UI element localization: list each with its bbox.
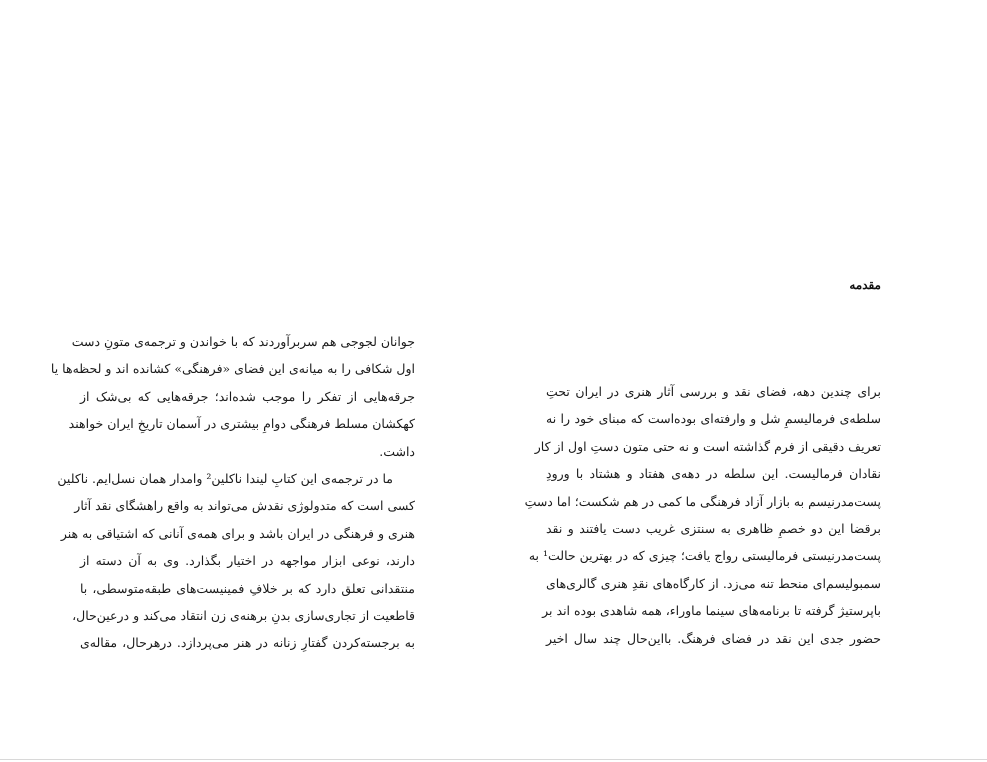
text-line: جوانان لجوجی هم سربرآوردند که با خواندن و ترجمه‌ی متونِ دست — [71, 334, 415, 349]
text-line: داشت. — [379, 443, 415, 459]
left-page-paragraph-2 — [57, 465, 415, 657]
text-line: تعریف دقیقی از فرم گذاشته است و نه حتی متون دستِ اول از کار — [534, 438, 881, 454]
text-line: برای چندین دهه، فضای نقد و بررسی آثار هنری در ایران تحتِ — [546, 384, 881, 399]
text-line: هنری و فرهنگی در ایران باشد و برای همه‌ی آنانی که اشتیاقی به هنر — [60, 525, 415, 541]
text-line: قاطعیت از تجاری‌سازی بدنِ برهنه‌ی زن انتقاد می‌کند و درعین‌حال، — [72, 607, 415, 623]
text-line: برقضا این دو خصمِ ظاهری به سنتزی غریب دست یافتند و نقد — [546, 520, 881, 536]
text-line: ما در ترجمه‌ی این کتابِ لیندا ناکلین² وامدار همان نسل‌ایم. ناکلین — [57, 470, 393, 486]
text-line: اول شکافی را به میانه‌ی این فضای «فرهنگی» کشانده اند و لحظه‌ها یا — [50, 361, 415, 377]
page-bottom-edge — [0, 759, 987, 760]
text-line: به برجسته‌کردن گفتارِ زنانه در هنر می‌پردازد. درهرحال، مقاله‌ی — [80, 635, 415, 651]
right-page — [524, 278, 881, 652]
text-line: نقادان فرمالیست. این سلطه در دهه‌ی هفتاد و هشتاد با ورودِ — [546, 466, 881, 482]
left-page — [50, 328, 415, 657]
text-line: جرقه‌هایی از تفکر را موجب شده‌اند؛ جرقه‌هایی که بی‌شک از — [80, 388, 415, 404]
text-line: حضور جدی این نقد در فضای فرهنگ. بااین‌حال چند سال اخیر — [546, 630, 881, 646]
text-line: کسی است که متدولوژی نقدش می‌تواند به واقع راهشگای نقد آثار — [74, 498, 415, 514]
text-line: باپرستیژ گرفته تا برنامه‌های سینما ماوراء، همه شاهدی بوده اند بر — [542, 603, 881, 619]
text-line: سمبولیسم‌ای منحط تنه می‌زد. از کارگاه‌های نقدِ هنری گالری‌های — [546, 575, 881, 591]
text-line: کهکشان مسلط فرهنگی دوامِ بیشتری در آسمان تاریخِ ایران خواهند — [68, 416, 415, 432]
text-line: پست‌مدرنیستی فرمالیستی رواج یافت؛ چیزی که در بهترین حالت¹ به — [528, 548, 881, 564]
text-line: دارند، نوعی ابزار مواجهه در اختیار بگذارد. وی به آن دسته از — [80, 553, 415, 569]
text-line: پست‌مدرنیسم به بازار آزاد فرهنگی ما کمی در هم شکست؛ اما دستِ — [524, 493, 881, 509]
text-line: منتقدانی تعلق دارد که بر خلافِ فمینیست‌های طبقه‌متوسطی، با — [80, 580, 415, 596]
text-line: سلطه‌ی فرمالیسمِ شل و وارفته‌ای بوده‌است که مبنای خود را نه — [546, 411, 881, 427]
chapter-heading: مقدمه — [849, 278, 881, 292]
left-page-paragraph-1 — [50, 328, 415, 465]
right-page-paragraph — [524, 378, 881, 652]
